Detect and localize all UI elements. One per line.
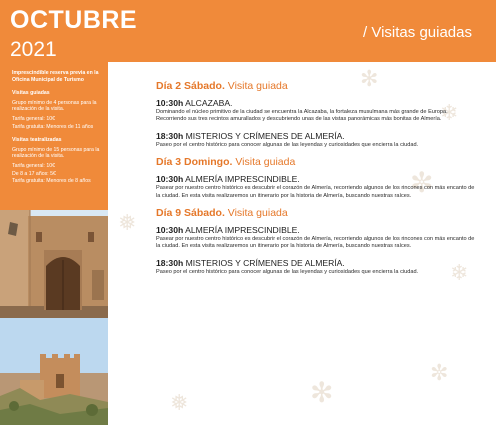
event-title: [156, 225, 476, 235]
day-heading: [156, 156, 476, 168]
day-block: [156, 80, 476, 149]
guided-tours-minimum: Grupo mínimo de 4 personas para la realización de la visita.: [12, 99, 97, 113]
event-time: 10:30h: [156, 98, 184, 108]
event-name: MISTERIOS Y CRÍMENES DE ALMERÍA.: [185, 257, 345, 268]
day-label: Día 3 Domingo.: [156, 156, 233, 169]
event-description: Paseo por el centro histórico para conocer algunas de las leyendas y curiosidades que encierra la ciudad.: [156, 141, 419, 148]
day-block: [156, 207, 476, 276]
snowflake-decoration-icon: ✼: [410, 167, 434, 198]
snowflake-decoration-icon: ✼: [430, 360, 449, 385]
snowflake-decoration-icon: ❅: [170, 390, 189, 415]
event-title: [156, 258, 476, 268]
day-tour-type: Visita guiada: [227, 207, 288, 220]
theatre-tours-kids: De 8 a 17 años: 5€: [12, 170, 56, 177]
event-time: 18:30h: [156, 130, 184, 141]
day-label: Día 9 Sábado.: [156, 207, 225, 220]
alcazaba-ruins-photo: [0, 318, 108, 425]
theatre-tours-minimum: Grupo mínimo de 15 personas para la realización de la visita.: [12, 146, 100, 160]
event-description: Pasear por nuestro centro histórico es descubrir el corazón de Almería, recorriendo algunos de los rincones con más encanto de la ciudad. En esta visita realizaremos un itinerario por la historia de Almería, buscando nuestras raíces.: [156, 236, 475, 250]
event-name: ALMERÍA IMPRESCINDIBLE.: [185, 174, 300, 185]
event-title: [156, 131, 476, 141]
day-heading: [156, 80, 476, 92]
event-name: ALMERÍA IMPRESCINDIBLE.: [185, 225, 300, 236]
theatre-tours-fee: Tarifa general: 10€: [12, 162, 55, 169]
snowflake-decoration-icon: ❄: [440, 100, 459, 125]
guided-tours-fee: Tarifa general: 10€: [12, 115, 55, 122]
event-time: 10:30h: [156, 174, 184, 185]
day-heading: [156, 207, 476, 219]
event-time: 18:30h: [156, 257, 184, 268]
event-title: [156, 98, 476, 108]
year-title: 2021: [10, 38, 57, 61]
theatre-tours-title: Visitas teatralizadas: [12, 137, 62, 144]
month-title: OCTUBRE: [10, 6, 138, 34]
snowflake-decoration-icon: ✻: [310, 377, 334, 408]
day-label: Día 2 Sábado.: [156, 80, 225, 92]
events-panel: [110, 62, 496, 425]
info-sidebar: [0, 62, 108, 210]
event-title: [156, 174, 476, 184]
event-name: ALCAZABA.: [185, 98, 233, 108]
section-title: / Visitas guiadas: [363, 24, 472, 41]
day-tour-type: Visita guiada: [235, 156, 296, 169]
snowflake-decoration-icon: ❄: [450, 260, 469, 285]
event-name: MISTERIOS Y CRÍMENES DE ALMERÍA.: [185, 130, 345, 141]
reserve-note: Imprescindible reserva previa en la Oficina Municipal de Turismo: [12, 70, 99, 83]
snowflake-decoration-icon: ✻: [360, 66, 379, 91]
header-band: [0, 0, 496, 62]
church-facade-photo: [0, 210, 108, 318]
guided-tours-title: Visitas guiadas: [12, 90, 50, 97]
event-description: Pasear por nuestro centro histórico es descubrir el corazón de Almería, recorriendo algunos de los rincones con más encanto de la ciudad. En esta visita realizaremos un itinerario por la historia de Almería, buscando nuestras raíces.: [156, 185, 475, 199]
guided-tours-free: Tarifa gratuita: Menores de 11 años: [12, 123, 94, 130]
day-block: [156, 156, 476, 200]
theatre-tours-free: Tarifa gratuita: Menores de 8 años: [12, 178, 91, 185]
event-time: 10:30h: [156, 225, 184, 236]
snowflake-decoration-icon: ❅: [118, 210, 137, 235]
day-tour-type: Visita guiada: [227, 80, 288, 92]
events-list: [156, 80, 476, 283]
event-description: Dominando el núcleo primitivo de la ciudad se encuentra la Alcazaba, la fortaleza musulmana más grande de Europa. Recorriendo sus tres recintos amurallados y descubriendo unas de las vistas panorámicas más bonitas de Almería.: [156, 109, 448, 123]
event-description: Paseo por el centro histórico para conocer algunas de las leyendas y curiosidades que encierra la ciudad.: [156, 268, 419, 275]
